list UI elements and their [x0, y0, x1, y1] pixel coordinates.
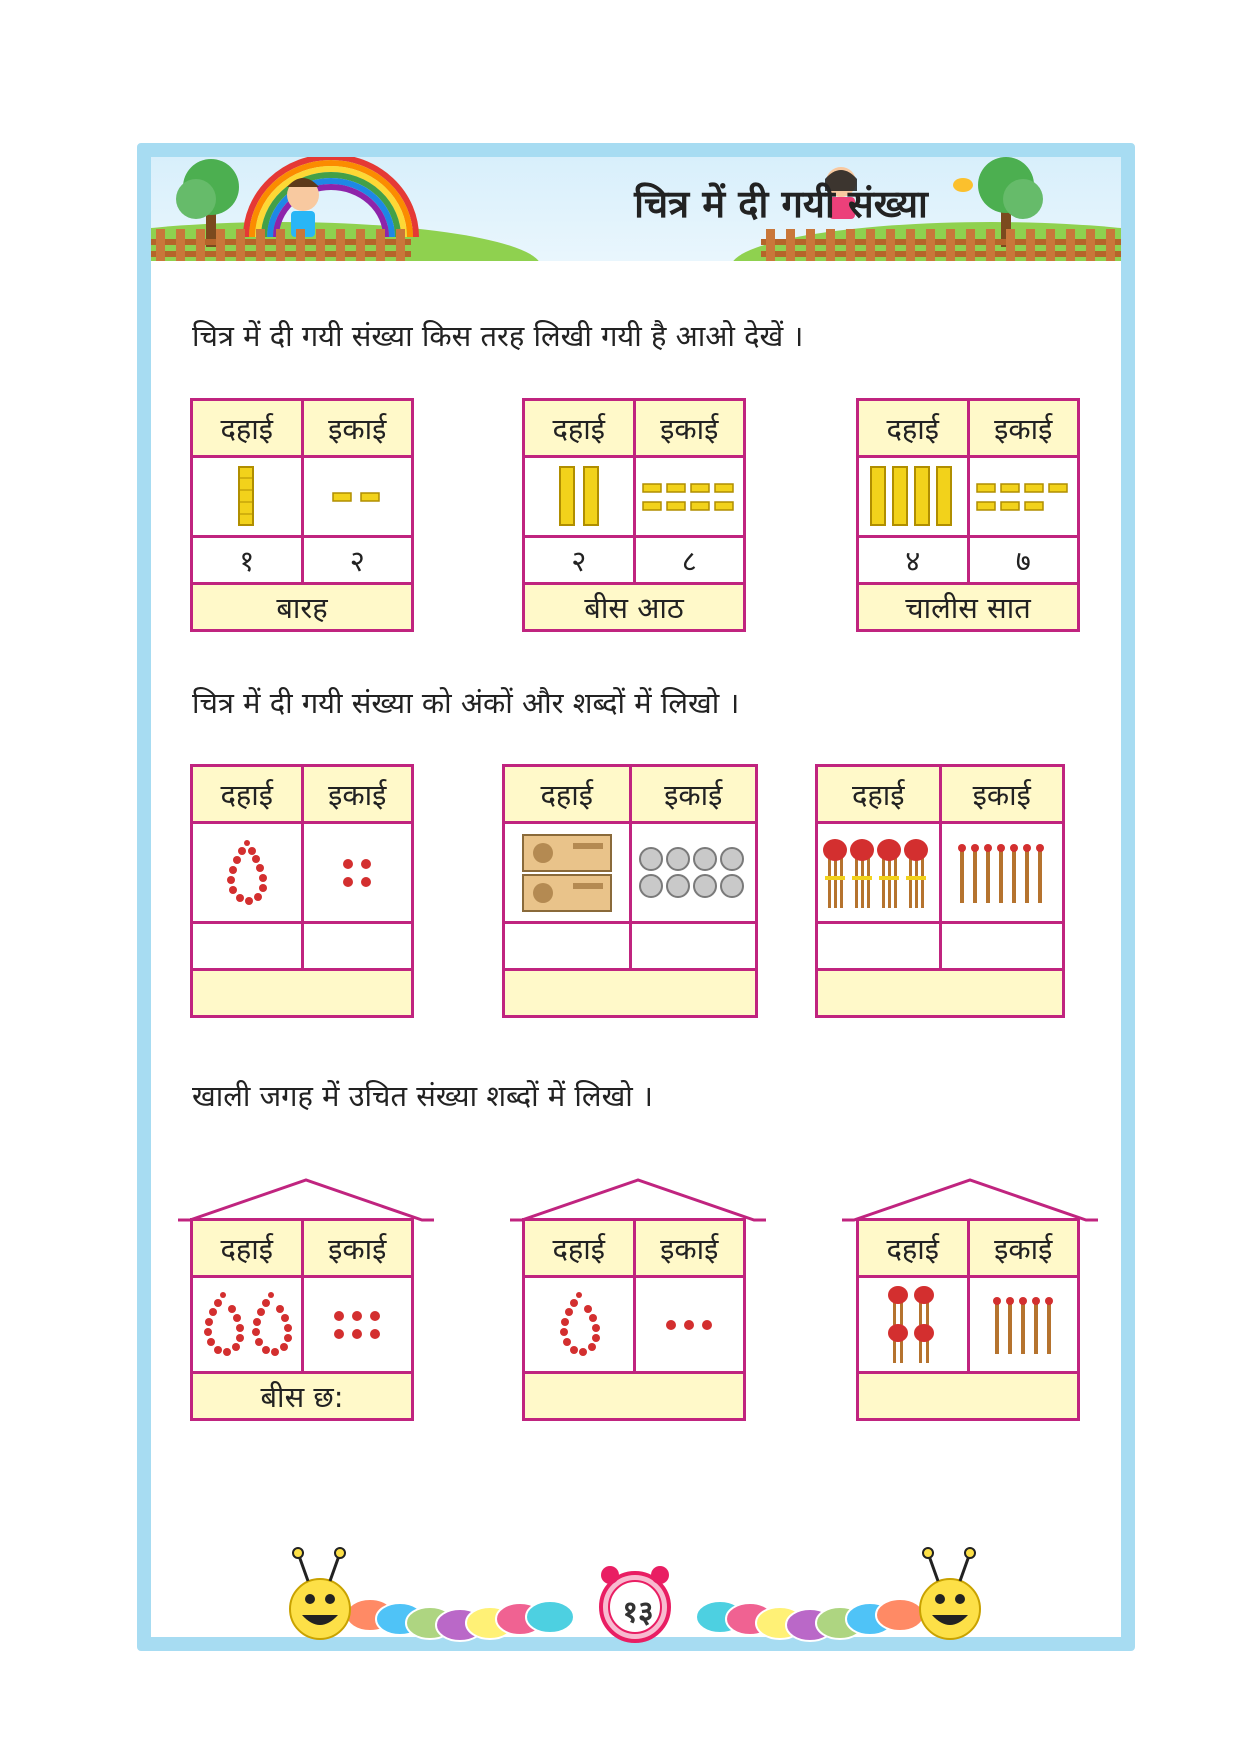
bead-necklace-icon [201, 1290, 293, 1360]
tens-header: दहाई [858, 1220, 969, 1277]
unit-cube-icon [641, 480, 737, 514]
tens-digit: ४ [858, 537, 969, 584]
ones-header: इकाई [630, 766, 757, 823]
house-roof-1 [176, 1176, 436, 1222]
ones-picture-cell [634, 1277, 745, 1373]
ones-picture-cell [302, 1277, 413, 1373]
house-table-1 [190, 1218, 414, 1421]
title-banner [151, 157, 1121, 261]
words-blank[interactable] [858, 1373, 1079, 1420]
instruction-third: खाली जगह में उचित संख्या शब्दों में लिखो । [192, 1079, 654, 1113]
house-roof-2 [508, 1176, 768, 1222]
words-blank[interactable] [817, 970, 1064, 1017]
example-table-1 [190, 398, 414, 632]
page-title: चित्र में दी गयी संख्या [634, 182, 928, 226]
tens-header: दहाई [858, 400, 969, 457]
ones-picture-cell [940, 823, 1064, 923]
matchstick-icon [990, 1294, 1056, 1356]
tens-picture-cell [524, 1277, 635, 1373]
example-table-3 [856, 398, 1080, 632]
tens-header: दहाई [524, 1220, 635, 1277]
unit-cube-icon [975, 480, 1071, 514]
ones-header: इकाई [302, 400, 413, 457]
ten-rod-icon [867, 466, 959, 528]
ten-rod-icon [556, 466, 602, 528]
ones-cubes-cell [302, 457, 413, 537]
ten-rod-icon [237, 466, 257, 528]
tens-rods-cell [192, 457, 303, 537]
ones-header: इकाई [940, 766, 1064, 823]
ones-picture-cell [630, 823, 757, 923]
ones-digit-blank[interactable] [630, 923, 757, 970]
tens-digit-blank[interactable] [817, 923, 941, 970]
ten-rupee-note-icon [521, 833, 613, 913]
words-blank[interactable] [504, 970, 757, 1017]
matchstick-bundle-icon [822, 836, 934, 910]
tens-header: दहाई [817, 766, 941, 823]
example-table-2 [522, 398, 746, 632]
ones-picture-cell [968, 1277, 1079, 1373]
ones-digit: ८ [634, 537, 745, 584]
ones-digit: ७ [968, 537, 1079, 584]
number-in-words: बीस छ: [192, 1373, 413, 1420]
instruction-second: चित्र में दी गयी संख्या को अंकों और शब्दों में लिखो । [192, 686, 740, 720]
ones-header: इकाई [634, 400, 745, 457]
tens-digit-blank[interactable] [192, 923, 303, 970]
instruction-first: चित्र में दी गयी संख्या किस तरह लिखी गयी है आओ देखें । [192, 319, 804, 353]
number-in-words: चालीस सात [858, 584, 1079, 631]
exercise-table-1 [190, 764, 414, 1018]
tens-picture-cell [817, 823, 941, 923]
exercise-table-3 [815, 764, 1065, 1018]
matchstick-icon [955, 841, 1049, 905]
page-number: १३ [622, 1595, 654, 1630]
ones-header: इकाई [302, 766, 413, 823]
tens-rods-cell [858, 457, 969, 537]
bead-necklace-icon [222, 837, 272, 909]
house-table-3 [856, 1218, 1080, 1421]
bead-icon [662, 1318, 716, 1332]
tens-digit: १ [192, 537, 303, 584]
one-rupee-coin-icon [637, 845, 749, 901]
tens-picture-cell [504, 823, 631, 923]
tens-header: दहाई [524, 400, 635, 457]
ones-header: इकाई [302, 1220, 413, 1277]
ones-header: इकाई [634, 1220, 745, 1277]
tens-digit-blank[interactable] [504, 923, 631, 970]
number-in-words: बारह [192, 584, 413, 631]
ones-header: इकाई [968, 400, 1079, 457]
tens-header: दहाई [192, 400, 303, 457]
ones-header: इकाई [968, 1220, 1079, 1277]
tens-digit: २ [524, 537, 635, 584]
matchstick-bundle-icon [886, 1285, 940, 1365]
ones-picture-cell [302, 823, 413, 923]
number-in-words: बीस आठ [524, 584, 745, 631]
ones-cubes-cell [634, 457, 745, 537]
bead-icon [339, 855, 375, 891]
ones-cubes-cell [968, 457, 1079, 537]
tens-header: दहाई [192, 766, 303, 823]
tens-picture-cell [858, 1277, 969, 1373]
tens-picture-cell [192, 823, 303, 923]
words-blank[interactable] [192, 970, 413, 1017]
ones-digit-blank[interactable] [940, 923, 1064, 970]
tens-picture-cell [192, 1277, 303, 1373]
exercise-table-2 [502, 764, 758, 1018]
tens-header: दहाई [504, 766, 631, 823]
words-blank[interactable] [524, 1373, 745, 1420]
tens-rods-cell [524, 457, 635, 537]
bead-necklace-icon [554, 1290, 604, 1360]
bead-icon [330, 1307, 384, 1343]
house-table-2 [522, 1218, 746, 1421]
ones-digit-blank[interactable] [302, 923, 413, 970]
house-roof-3 [840, 1176, 1100, 1222]
ones-digit: २ [302, 537, 413, 584]
unit-cube-icon [331, 489, 383, 505]
tens-header: दहाई [192, 1220, 303, 1277]
